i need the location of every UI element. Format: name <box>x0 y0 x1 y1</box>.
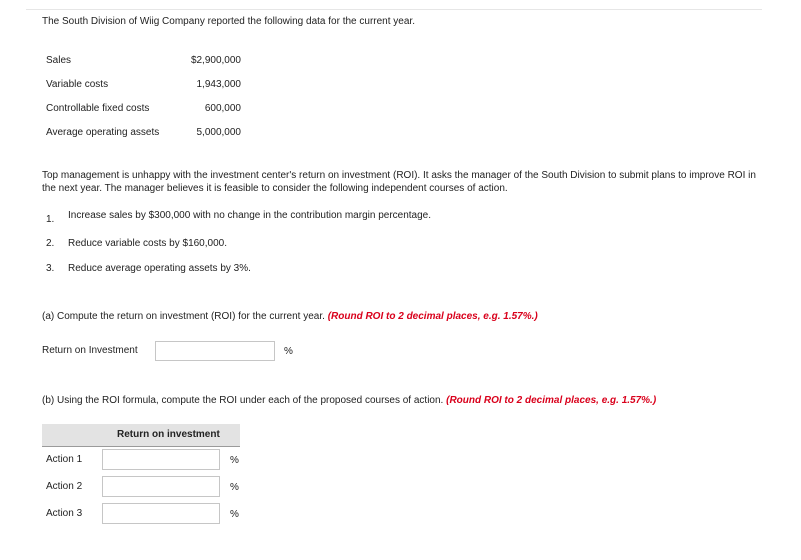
roi-unit: % <box>284 346 293 357</box>
part-a-hint: (Round ROI to 2 decimal places, e.g. 1.57%.) <box>327 311 538 322</box>
action-item-2 <box>46 238 227 249</box>
action-number: 2. <box>46 238 55 249</box>
problem-paragraph: Top management is unhappy with the investment center's return on investment (ROI). It asks the manager of the South Division to submit plans to improve ROI in the next year. The manager believes it is feasible to consider the following independent courses of action. <box>42 170 756 194</box>
action-number: 1. <box>46 214 55 225</box>
data-label: Sales <box>46 54 72 66</box>
action-text: Reduce average operating assets by 3%. <box>68 263 251 274</box>
top-divider <box>26 9 762 10</box>
action-1-unit: % <box>230 455 239 466</box>
data-value: 1,943,000 <box>196 78 241 90</box>
action-text: Increase sales by $300,000 with no change in the contribution margin percentage. <box>68 210 432 221</box>
action-1-label: Action 1 <box>46 454 83 465</box>
action-number: 3. <box>46 263 55 274</box>
action-3-input[interactable] <box>102 503 220 524</box>
intro-text: The South Division of Wiig Company reported the following data for the current year. <box>42 16 415 27</box>
part-b-hint: (Round ROI to 2 decimal places, e.g. 1.57%.) <box>446 395 657 406</box>
data-value: 600,000 <box>204 102 241 114</box>
action-2-input[interactable] <box>102 476 220 497</box>
action-2-label: Action 2 <box>46 481 83 492</box>
action-item-1 <box>46 210 432 225</box>
column-header: Return on investment <box>117 429 220 440</box>
roi-label: Return on Investment <box>42 345 138 356</box>
data-row-controllable-fixed-costs <box>46 96 241 120</box>
data-row-variable-costs <box>46 72 241 96</box>
data-label: Average operating assets <box>46 126 160 138</box>
action-text: Reduce variable costs by $160,000. <box>68 238 227 249</box>
data-row-average-operating-assets <box>46 120 241 144</box>
part-b-question: (b) Using the ROI formula, compute the ROI under each of the proposed courses of action. <box>42 395 444 406</box>
data-table <box>46 48 241 144</box>
roi-input[interactable] <box>155 341 275 361</box>
data-row-sales <box>46 48 241 72</box>
action-2-unit: % <box>230 482 239 493</box>
action-3-label: Action 3 <box>46 508 83 519</box>
part-a-question-line <box>42 311 538 322</box>
action-item-3 <box>46 263 251 274</box>
data-value: 5,000,000 <box>196 126 241 138</box>
action-1-input[interactable] <box>102 449 220 470</box>
data-value: $2,900,000 <box>190 54 241 66</box>
data-label: Controllable fixed costs <box>46 102 150 114</box>
roi-table-header <box>42 424 240 447</box>
part-b-question-line <box>42 395 656 406</box>
action-3-unit: % <box>230 509 239 520</box>
part-a-question: (a) Compute the return on investment (ROI) for the current year. <box>42 311 325 322</box>
data-label: Variable costs <box>46 78 109 90</box>
